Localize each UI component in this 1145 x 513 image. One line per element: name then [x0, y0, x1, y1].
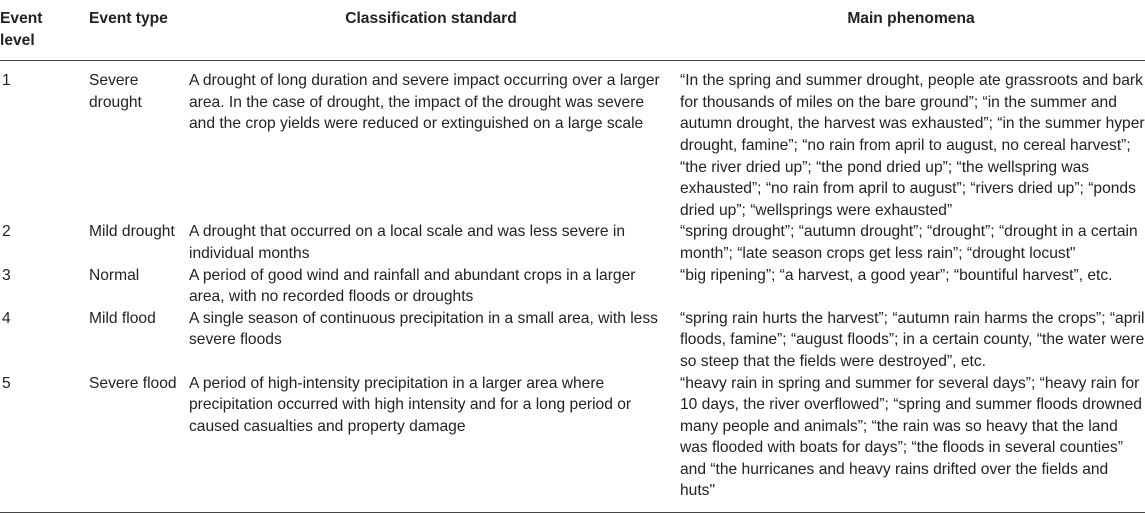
- cell-event-level: 2: [2, 223, 11, 241]
- cell-event-level: 3: [2, 266, 11, 284]
- table-row: [0, 308, 1145, 373]
- cell-main-phenomena: “big ripening”; “a harvest, a good year”; “bountiful harvest”, etc.: [680, 266, 1113, 284]
- table-row: [0, 373, 1145, 513]
- cell-classification-standard: A period of good wind and rainfall and abundant crops in a larger area, with no recorded floods or droughts: [189, 266, 636, 306]
- table-header: [0, 0, 1145, 61]
- cell-main-phenomena: “heavy rain in spring and summer for several days”; “heavy rain for 10 days, the river overflowed”; “spring and summer floods drowned many people and animals”; “the rain was so heavy that the land was flooded with boats for days”; “the floods in several counties” and “the hurricanes and heavy rains drifted over the fields and huts": [677, 373, 1145, 513]
- cell-classification-standard: A drought that occurred on a local scale and was less severe in individual months: [189, 223, 626, 262]
- header-row: [0, 0, 1145, 61]
- table-row: [0, 265, 1145, 308]
- cell-classification-standard: A single season of continuous precipitation in a small area, with less severe floods: [189, 309, 658, 349]
- cell-event-type: Severe drought: [89, 72, 142, 111]
- cell-event-level: 4: [2, 309, 11, 327]
- cell-main-phenomena: “spring rain hurts the harvest”; “autumn rain harms the crops”; “april floods, famine”; “august floods”; in a certain county, “the water were so steep that the fields were destroyed”, etc.: [680, 309, 1145, 370]
- cell-classification-standard: A drought of long duration and severe impact occurring over a larger area. In the case of drought, the impact of the drought was severe and the crop yields were reduced or extinguished on a large scale: [189, 72, 660, 133]
- cell-event-level: 1: [2, 72, 11, 90]
- cell-main-phenomena: “spring drought”; “autumn drought”; “drought”; “drought in a certain month”; “late season crops get less rain”; “drought locust": [680, 223, 1138, 262]
- header-classification-standard: Classification standard: [185, 0, 677, 61]
- header-event-level: Event level: [0, 0, 85, 61]
- cell-event-type: Normal: [89, 266, 140, 284]
- table-row: [0, 221, 1145, 264]
- table-row: [0, 61, 1145, 222]
- cell-event-type: Mild drought: [89, 223, 175, 241]
- table-body: [0, 61, 1145, 513]
- cell-event-level: 5: [0, 373, 85, 513]
- cell-main-phenomena: “In the spring and summer drought, people ate grassroots and bark for thousands of miles on the bare ground”; “in the summer and autumn drought, the harvest was exhausted”; “in the summer hyper drought, famine”; “no rain from april to august, no cereal harvest”; “the river dried up”; “the pond dried up”; “the wellspring was exhausted”; “no rain from april to august”; “rivers dried up”; “ponds dried up”; “wellsprings were exhausted”: [680, 72, 1145, 219]
- cell-event-type: Severe flood: [85, 373, 185, 513]
- cell-classification-standard: A period of high-intensity precipitation in a larger area where precipitation occurred with high intensity and for a long period or caused casualties and property damage: [185, 373, 677, 513]
- header-event-type: Event type: [85, 0, 185, 61]
- cell-event-type: Mild flood: [89, 309, 156, 327]
- header-main-phenomena: Main phenomena: [677, 0, 1145, 61]
